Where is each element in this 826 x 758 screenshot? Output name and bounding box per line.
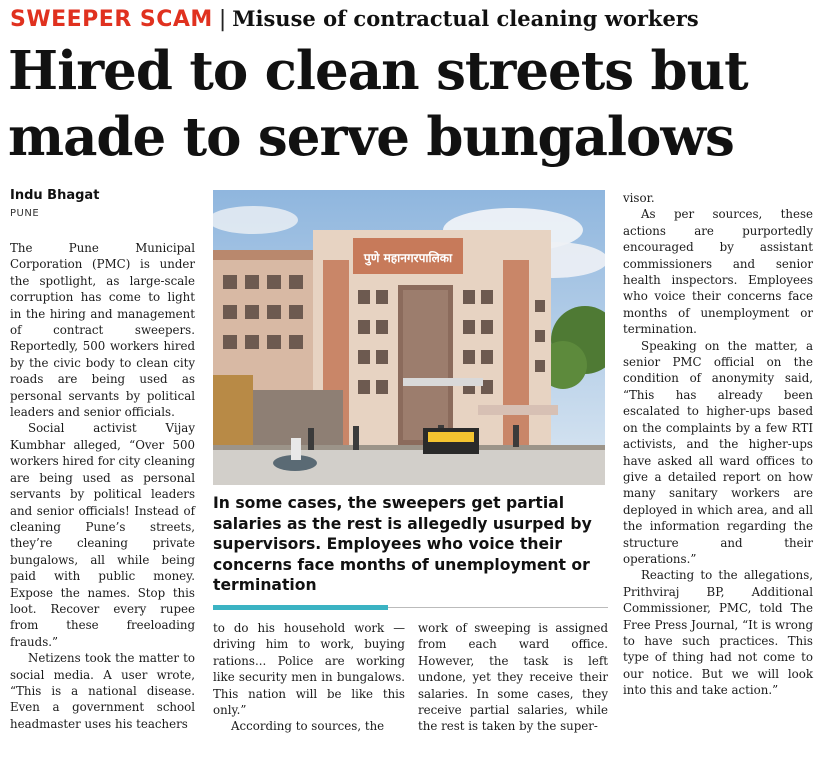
kicker-tag: SWEEPER SCAM (10, 7, 213, 32)
byline-author: Indu Bhagat (10, 188, 100, 203)
headline-line-2: made to serve bungalows (8, 106, 734, 168)
body-paragraph: work of sweeping is assigned from each ward office. However, the task is left undone, yet they receive their salaries. In some cases, they receive partial salaries, while the rest is taken by the super- (418, 621, 608, 734)
kicker-separator: | (218, 7, 227, 32)
headline-line-1: Hired to clean streets but (8, 40, 748, 102)
kicker-subhead: Misuse of contractual cleaning workers (232, 6, 699, 31)
body-paragraph: Reacting to the allegations, Prithviraj BP, Additional Commissioner, PMC, told The Free Press Journal, “It is wrong to have such practices. This type of thing had not come to our notice. But we will look into this and take action.” (623, 568, 813, 698)
body-paragraph: According to sources, the (231, 719, 385, 734)
building-sign-text: पुणे महानगरपालिका (363, 251, 453, 265)
pull-quote: In some cases, the sweepers get partial salaries as the rest is allegedly usurped by supervisors. Employees who voice their concerns face months of unemployment or termination (213, 494, 592, 594)
article-column-3 (418, 620, 608, 735)
body-paragraph: Speaking on the matter, a senior PMC official on the condition of anonymity said, “This has already been escalated to higher-ups based on the complaints by a few RTI activists, and the higher-ups have asked all ward offices to give a detailed report on how many sanitary workers are deployed in which area, and all the information regarding the structure and their operations.” (623, 338, 813, 566)
body-paragraph: to do his household work — driving him to work, buying rations... Police are working like security men in bungalows. This nation will be like this only.” (213, 621, 405, 718)
body-paragraph: Netizens took the matter to social media. A user wrote, “This is a national disease. Even a government school headmaster uses his teachers (10, 651, 195, 731)
pull-quote-accent-rule (213, 605, 388, 610)
body-paragraph: As per sources, these actions are purportedly encouraged by assistant commissioners and senior health inspectors. Employees who voice their concerns face months of unemployment or termination. (623, 207, 813, 337)
dateline: PUNE (10, 208, 40, 219)
kicker (10, 6, 699, 34)
pull-quote-divider (388, 607, 608, 608)
article-column-1 (10, 240, 195, 732)
headline (8, 38, 820, 170)
article-column-4 (623, 190, 813, 699)
body-paragraph: Social activist Vijay Kumbhar alleged, “Over 500 workers hired for city cleaning are being used as personal servants by political leaders and senior officials! Instead of cleaning Pune’s streets, they’re cleaning private bungalows, all while being paid with public money. Expose the names. Stop this loot. Recover every rupee from these freeloading frauds.” (10, 421, 196, 649)
body-paragraph: visor. (623, 191, 655, 205)
body-paragraph: The Pune Municipal Corporation (PMC) is under the spotlight, as large-scale corruption has come to light in the hiring and management of contract sweepers. Reportedly, 500 workers hired by the civic body to clean city roads are being used as personal servants by political leaders and senior officials. (10, 241, 195, 420)
article-column-2 (213, 620, 405, 735)
pmc-building-photo (213, 190, 605, 485)
